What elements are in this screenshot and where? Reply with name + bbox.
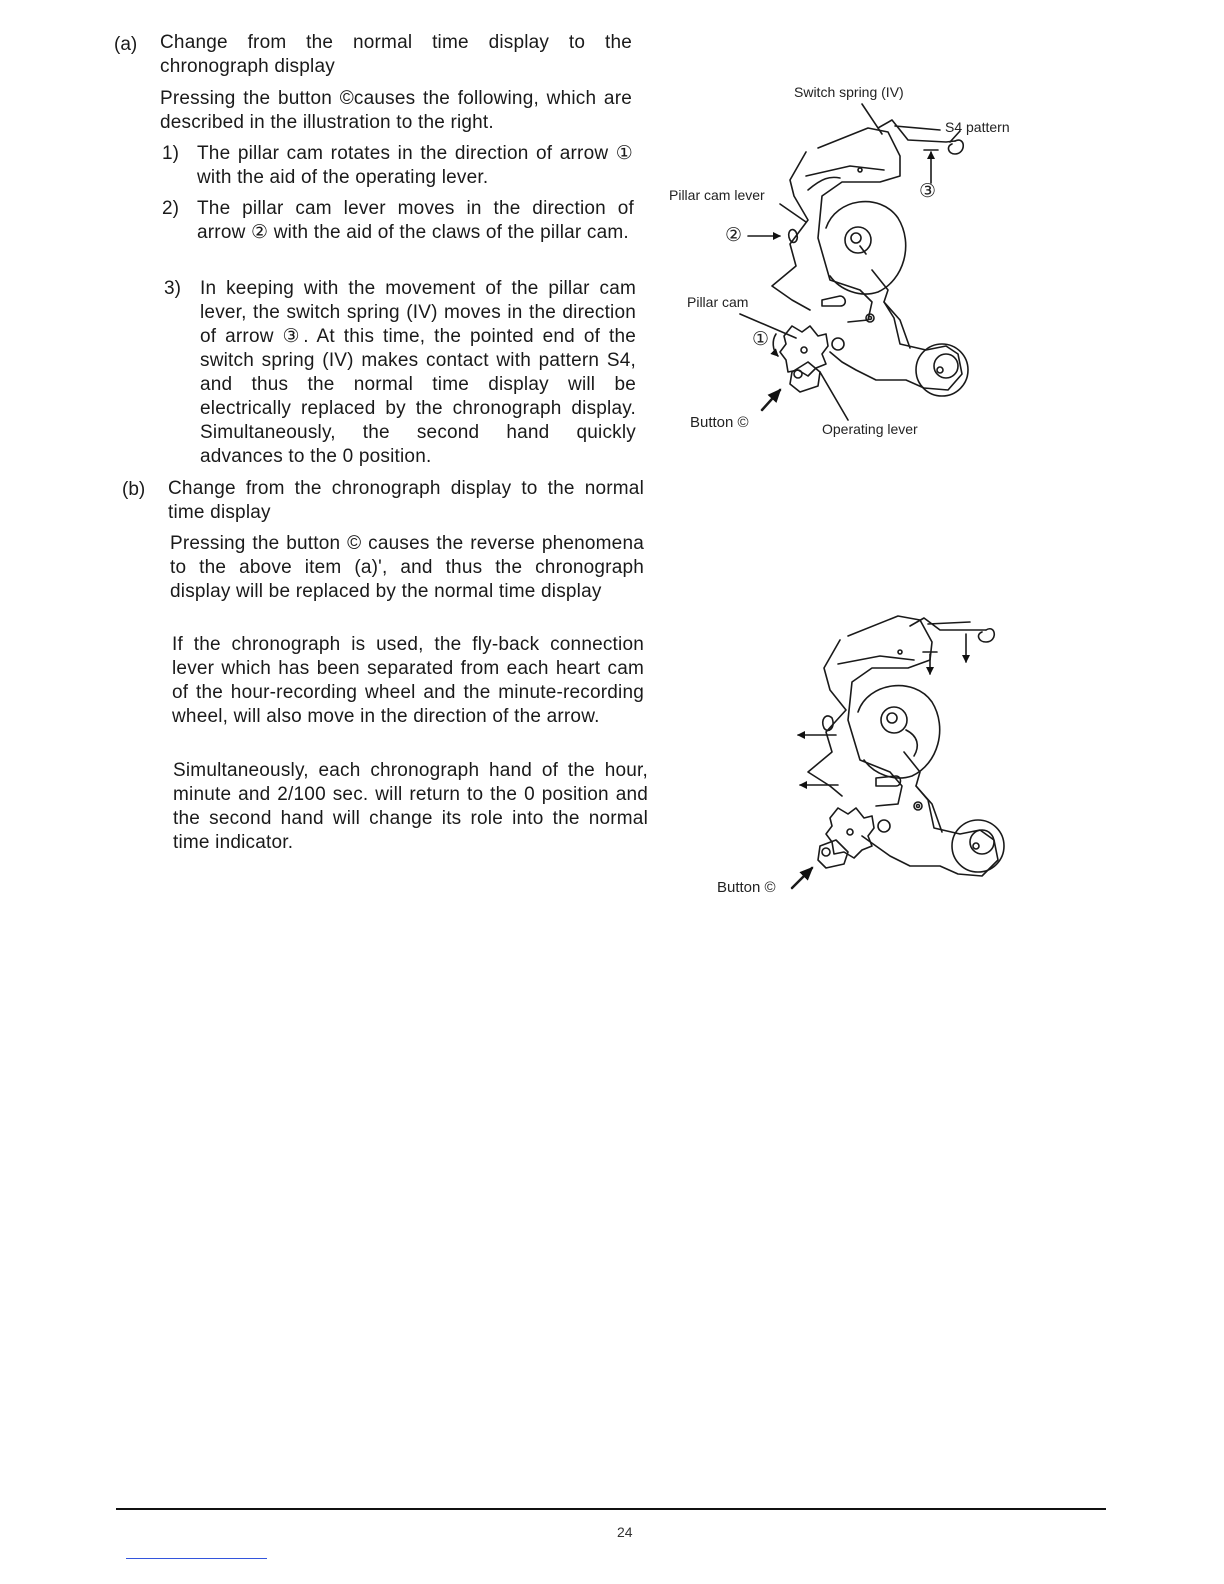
caption-operating-lever: Operating lever — [822, 421, 918, 437]
section-a-label: (a) — [114, 34, 138, 55]
section-a-intro: Pressing the button ©causes the following, which are described in the illustration to the right. — [160, 88, 632, 133]
section-b-heading: Change from the chronograph display to the normal time display — [168, 478, 644, 523]
figure-1-mechanism — [740, 104, 968, 420]
section-b-para3: Simultaneously, each chronograph hand of the hour, minute and 2/100 sec. will return to the 0 position and the second hand will change its role into the normal time indicator. — [173, 760, 648, 853]
item-3-number: 3) — [164, 278, 181, 299]
section-b-label: (b) — [122, 479, 146, 500]
footer-rule — [116, 1508, 1106, 1510]
caption-pillar-cam: Pillar cam — [687, 294, 749, 310]
caption-pillar-cam-lever: Pillar cam lever — [669, 187, 765, 203]
section-b-para2: If the chronograph is used, the fly-back connection lever which has been separated from each heart cam of the hour-recording wheel and the minute-recording wheel, will also move in the direction of the arrow. — [172, 634, 644, 727]
section-b-para1: Pressing the button © causes the reverse phenomena to the above item (a)', and thus the chronograph display will be replaced by the normal time display — [170, 533, 644, 602]
leader-operating-lever — [820, 372, 848, 420]
pillar-cam-lever — [772, 128, 900, 322]
marker-arrow-1: ① — [752, 329, 770, 350]
leader-pillar-cam — [740, 314, 796, 338]
large-wheel — [826, 202, 906, 294]
button-press-arrow-2 — [792, 868, 812, 888]
caption-s4-pattern: S4 pattern — [945, 119, 1010, 135]
pivot-dot — [858, 168, 862, 172]
item-1-text: The pillar cam rotates in the direction of arrow ① with the aid of the operating lever. — [197, 143, 633, 188]
marker-arrow-2: ② — [725, 225, 743, 246]
item-2-number: 2) — [162, 198, 179, 219]
small-wheel-2 — [952, 820, 1004, 872]
item-2-text: The pillar cam lever moves in the direction of arrow ② with the aid of the claws of the pillar cam. — [197, 198, 634, 243]
page-number: 24 — [617, 1524, 633, 1540]
section-a-heading: Change from the normal time display to the chronograph display — [160, 32, 632, 77]
small-wheel — [916, 344, 968, 396]
marker-arrow-3: ③ — [919, 181, 937, 202]
arrow-1 — [773, 334, 778, 356]
button-press-arrow — [762, 390, 780, 410]
item-1-number: 1) — [162, 143, 179, 164]
pillar-cam-gear-2 — [818, 808, 890, 868]
caption-button-c: Button © — [690, 414, 749, 431]
pillar-cam-lever-2 — [808, 616, 932, 806]
caption-button-c-2: Button © — [717, 879, 776, 896]
caption-switch-spring: Switch spring (IV) — [794, 84, 904, 100]
leader-pillar-cam-lever — [780, 204, 806, 222]
footer-link-underline — [126, 1558, 267, 1559]
figure-2-mechanism — [792, 616, 1004, 888]
item-3-text: In keeping with the movement of the pillar cam lever, the switch spring (IV) moves in the direction of arrow ③. At this time, the pointed end of the switch spring (IV) makes contact with pattern S4, and thus the normal time display will be electrically replaced by the chronograph display. Simultaneously, the second hand quickly advances to the 0 position. — [200, 278, 636, 467]
operating-lever-2 — [862, 752, 998, 876]
switch-spring-iv-2 — [910, 618, 994, 642]
